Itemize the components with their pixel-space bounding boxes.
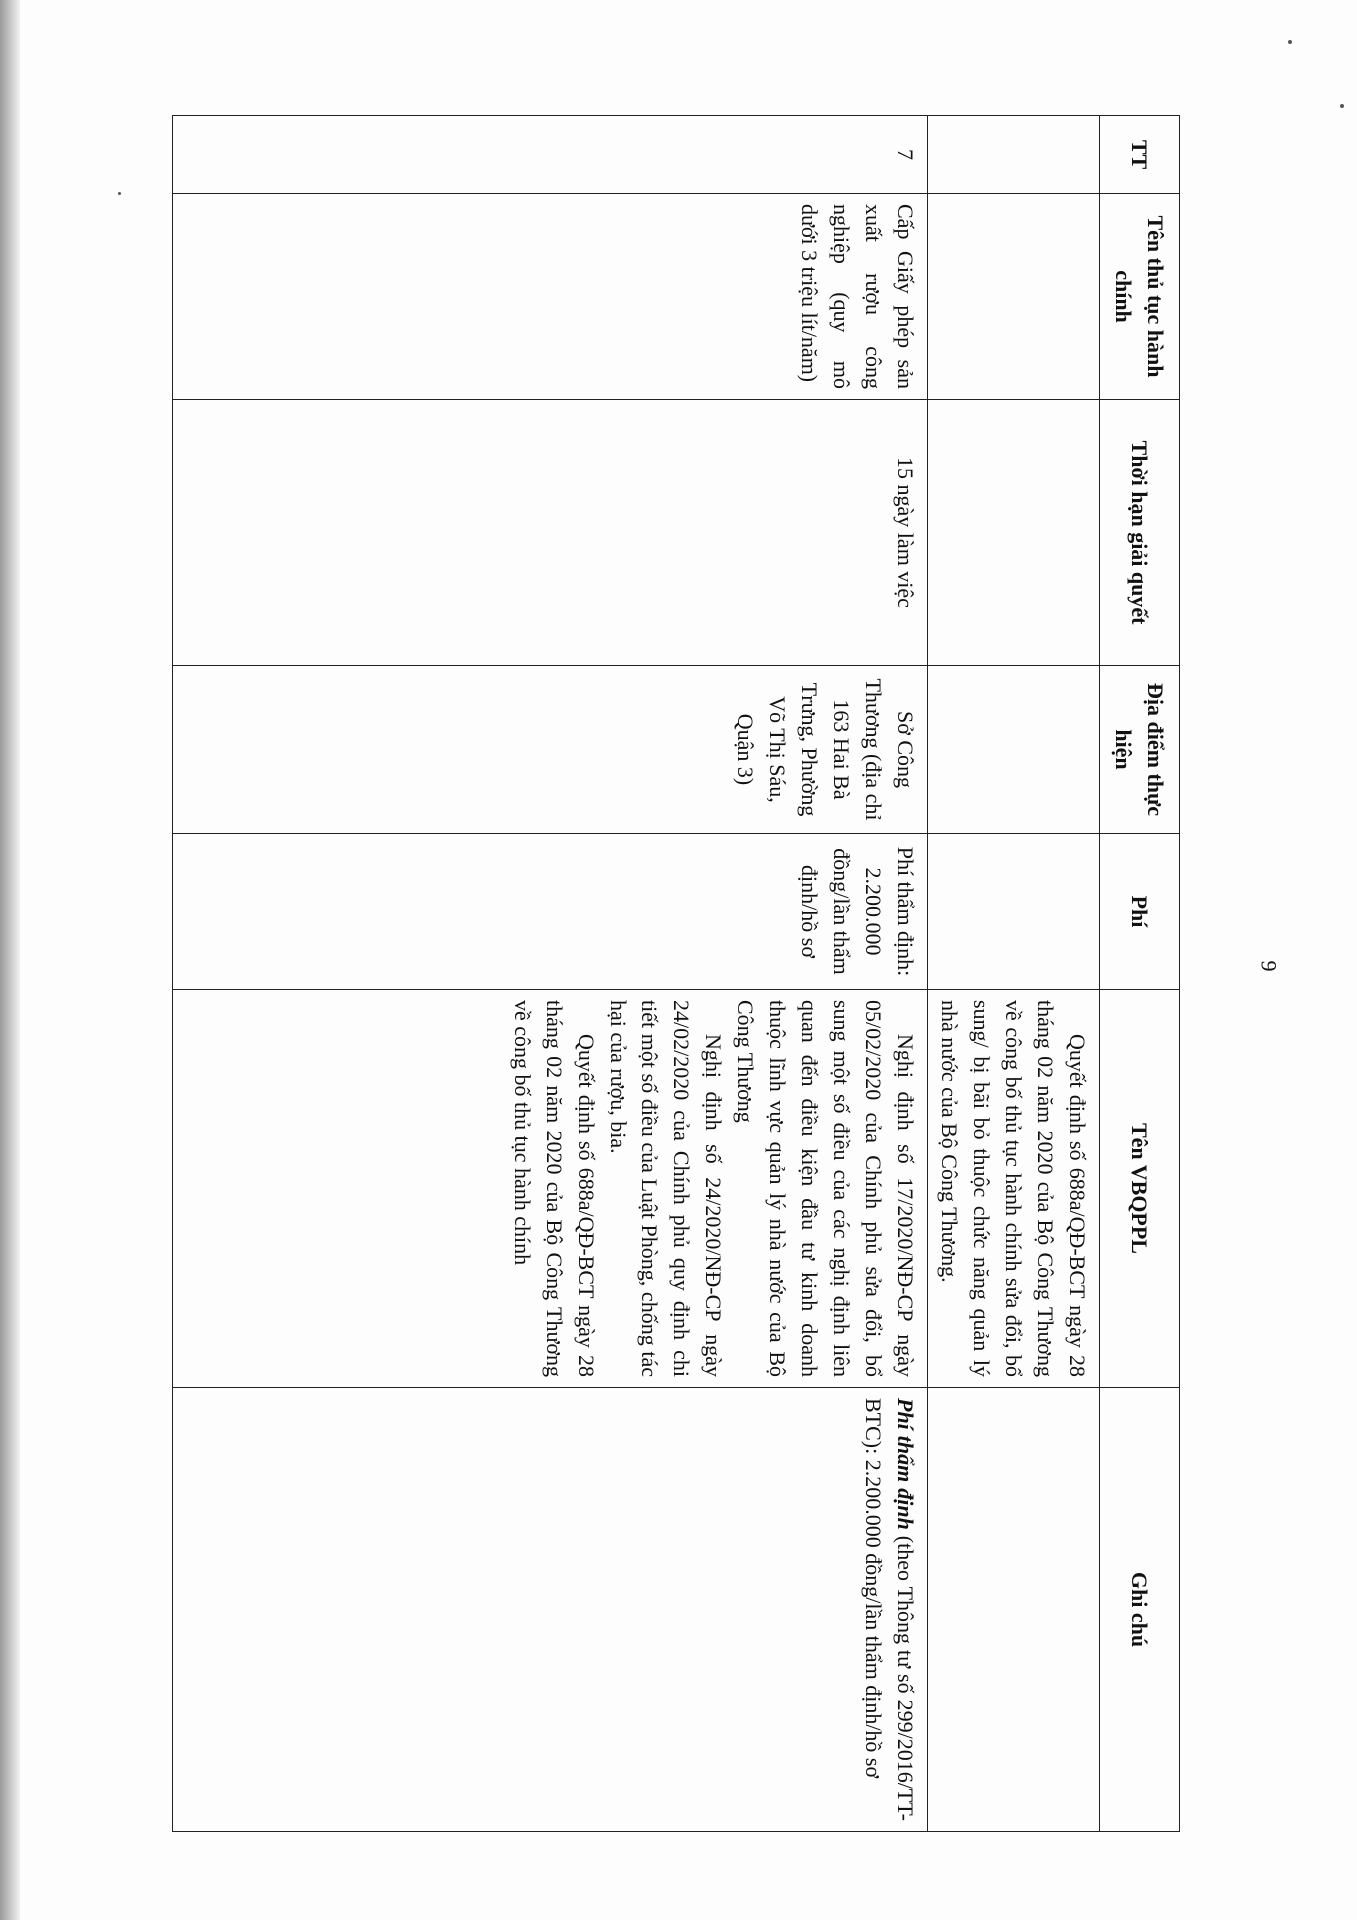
header-note: Ghi chú: [1100, 1388, 1180, 1832]
binder-edge-shadow: [0, 0, 20, 1920]
cell-fee: Phí thẩm định: 2.200.000 đồng/lần thẩm định/hồ sơ: [173, 834, 928, 990]
cell-legal-docs: [173, 990, 928, 1388]
header-deadline: Thời hạn giải quyết: [1100, 400, 1180, 666]
cell-deadline: 15 ngày làm việc: [173, 400, 928, 666]
page-number: 9: [1256, 960, 1282, 972]
legal-paragraph: Nghị định số 17/2020/NĐ-CP ngày 05/02/2020 của Chính phủ sửa đổi, bổ sung một số điều của các nghị định liên quan đến điều kiện đầu tư kinh doanh thuộc lĩnh vực quản lý nhà nước của Bộ Công Thương: [733, 1000, 918, 1377]
cell-location: Sở Công Thương (địa chỉ 163 Hai Bà Trưng, Phường Võ Thị Sáu, Quận 3): [173, 666, 928, 834]
cell-note: [173, 1388, 928, 1832]
table-row-7: [173, 116, 928, 1832]
legal-paragraph: Quyết định số 688a/QĐ-BCT ngày 28 tháng 02 năm 2020 của Bộ Công Thương về công bố thủ tục hành chính sửa đổi, bổ sung/ bị bãi bỏ thuộc chức năng quản lý nhà nước của Bộ Công Thương.: [937, 1000, 1090, 1377]
note-fee-label: Phí thẩm định: [892, 1398, 918, 1530]
legal-paragraph: Quyết định số 688a/QĐ-BCT ngày 28 tháng 02 năm 2020 của Bộ Công Thương về công bố thủ tục hành chính: [509, 1000, 599, 1377]
cell-empty: [927, 834, 1099, 990]
legal-paragraph: Nghị định số 24/2020/NĐ-CP ngày 24/02/2020 của Chính phủ quy định chi tiết một số điều của Luật Phòng, chống tác hại của rượu, bia.: [605, 1000, 727, 1377]
cell-empty: [927, 116, 1099, 194]
procedures-table: [172, 115, 1180, 1832]
scan-speck: [1288, 40, 1292, 44]
cell-empty: [927, 1388, 1099, 1832]
header-legal-docs: Tên VBQPPL: [1100, 990, 1180, 1388]
header-fee: Phí: [1100, 834, 1180, 990]
cell-empty: [927, 666, 1099, 834]
cell-empty: [927, 194, 1099, 400]
scan-speck: [118, 192, 121, 195]
rotated-table-wrapper: [172, 115, 1180, 1831]
note-fee-text: (theo Thông tư số 299/2016/TT-BTC): 2.200.000 đồng/lần thẩm định/hồ sơ: [860, 1398, 918, 1821]
table-header-row: [1100, 116, 1180, 1832]
scan-speck: [1340, 104, 1344, 108]
cell-tt: 7: [173, 116, 928, 194]
cell-empty: [927, 400, 1099, 666]
header-tt: TT: [1100, 116, 1180, 194]
cell-procedure-name: Cấp Giấy phép sản xuất rượu công nghiệp (quy mô dưới 3 triệu lít/năm): [173, 194, 928, 400]
table-row-continued: [927, 116, 1099, 1832]
header-procedure-name: Tên thủ tục hành chính: [1100, 194, 1180, 400]
cell-legal-continued: [927, 990, 1099, 1388]
header-location: Địa điểm thực hiện: [1100, 666, 1180, 834]
